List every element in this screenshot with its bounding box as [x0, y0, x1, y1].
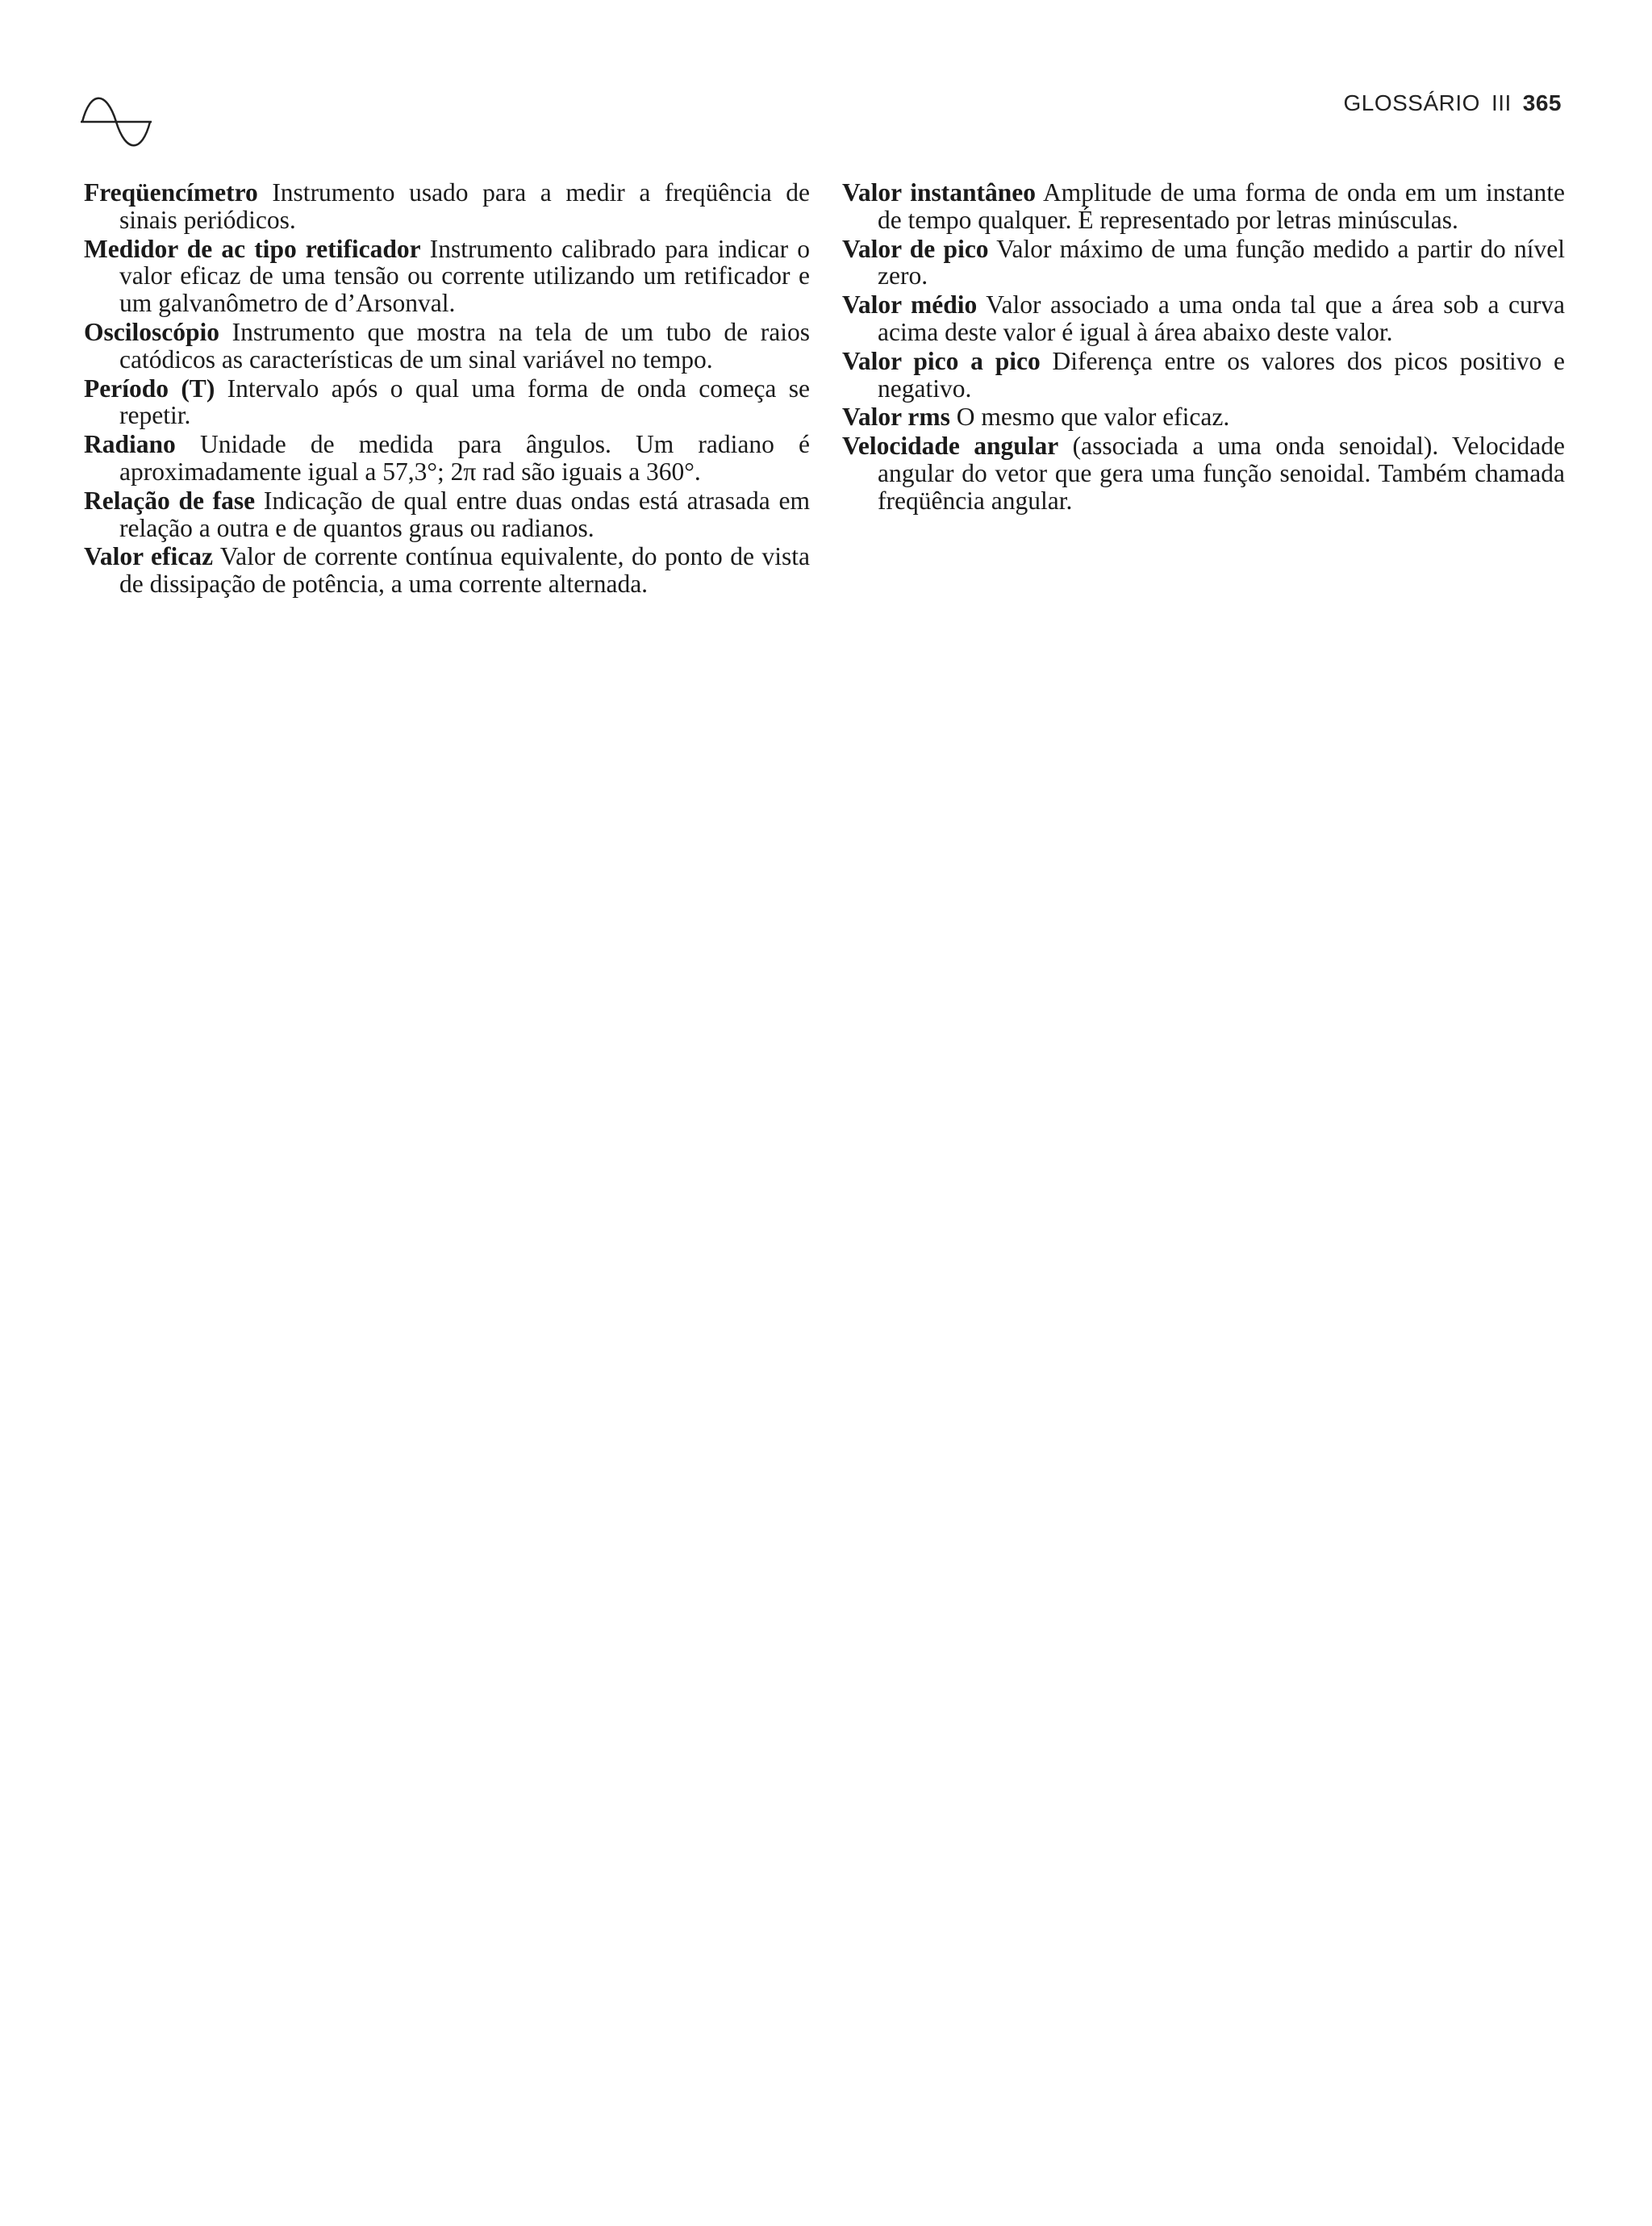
glossary-term: Relação de fase: [84, 486, 256, 515]
glossary-term: Radiano: [84, 430, 176, 459]
glossary-entry: [84, 543, 810, 598]
glossary-definition: Amplitude de uma forma de onda em um instante de tempo qualquer. É representado por letras minúsculas.: [878, 178, 1565, 234]
glossary-definition: Valor associado a uma onda tal que a área sob a curva acima deste valor é igual à área abaixo deste valor.: [878, 290, 1565, 346]
glossary-entry: [842, 348, 1565, 403]
glossary-entry: [842, 403, 1565, 431]
glossary-term: Valor médio: [842, 290, 978, 319]
glossary-definition: Instrumento que mostra na tela de um tubo de raios catódicos as características de um sinal variável no tempo.: [119, 317, 810, 374]
glossary-entry: [84, 375, 810, 430]
glossary-definition: Unidade de medida para ângulos. Um radiano é aproximadamente igual a 57,3°; 2π rad são iguais a 360°.: [119, 430, 811, 486]
glossary-entry: [842, 179, 1565, 234]
glossary-entry: [84, 487, 810, 542]
glossary-term: Valor rms: [842, 403, 950, 432]
glossary-definition: Indicação de qual entre duas ondas está atrasada em relação a outra e de quantos graus ou radianos.: [119, 486, 811, 542]
glossary-definition: Intervalo após o qual uma forma de onda começa se repetir.: [119, 374, 810, 430]
glossary-entry: [84, 236, 810, 317]
glossary-entry: [842, 291, 1565, 346]
sine-wave-icon: [79, 87, 153, 157]
page-header: [1344, 90, 1562, 116]
glossary-definition: Diferença entre os valores dos picos positivo e negativo.: [878, 346, 1565, 403]
glossary-entry: [84, 319, 810, 374]
glossary-definition: Valor de corrente contínua equivalente, do ponto de vista de dissipação de potência, a uma corrente alternada.: [119, 542, 810, 599]
glossary-left-column: [84, 179, 810, 599]
glossary-right-column: [842, 179, 1565, 516]
glossary-entry: [84, 431, 810, 486]
glossary-definition: Instrumento usado para a medir a freqüência de sinais periódicos.: [119, 178, 810, 234]
page-number: 365: [1522, 90, 1562, 115]
glossary-term: Osciloscópio: [84, 317, 220, 346]
section-title: GLOSSÁRIO: [1343, 90, 1480, 115]
glossary-term: Valor eficaz: [84, 542, 213, 571]
glossary-term: Valor instantâneo: [842, 178, 1036, 207]
glossary-entry: [84, 179, 810, 234]
glossary-definition: O mesmo que valor eficaz.: [956, 403, 1230, 432]
header-separator: III: [1491, 90, 1512, 115]
glossary-term: Velocidade angular: [842, 432, 1059, 461]
glossary-term: Freqüencímetro: [84, 178, 258, 207]
glossary-term: Período (T): [84, 374, 215, 403]
glossary-term: Medidor de ac tipo retificador: [84, 234, 421, 263]
glossary-definition: (associada a uma onda senoidal). Velocidade angular do vetor que gera uma função senoidal. Também chamada freqüência angular.: [878, 432, 1565, 515]
glossary-term: Valor pico a pico: [842, 346, 1041, 375]
glossary-definition: Valor máximo de uma função medido a partir do nível zero.: [878, 234, 1565, 290]
glossary-definition: Instrumento calibrado para indicar o valor eficaz de uma tensão ou corrente utilizando um retificador e um galvanômetro de d’Arsonval.: [119, 234, 811, 318]
glossary-entry: [842, 236, 1565, 290]
glossary-term: Valor de pico: [842, 234, 989, 263]
glossary-entry: [842, 432, 1565, 514]
